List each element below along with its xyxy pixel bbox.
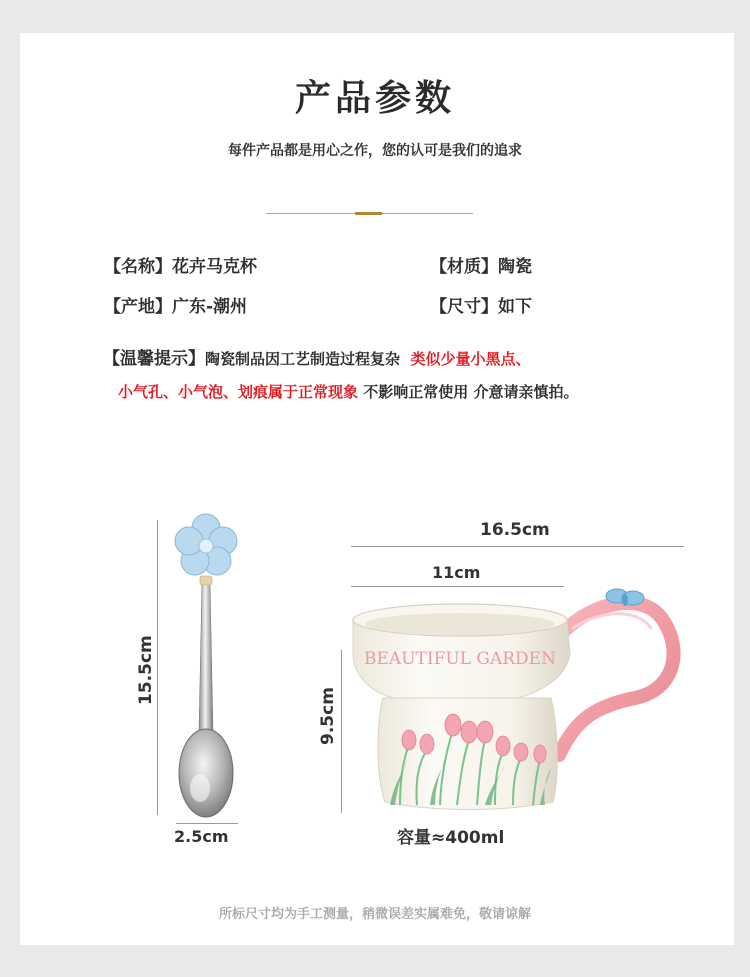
notice-line-2 (118, 381, 578, 402)
capacity-label: 容量≈400ml (397, 828, 505, 848)
spoon-width-label: 2.5cm (174, 827, 229, 846)
notice-line-1 (103, 344, 530, 369)
blue-flower-icon (175, 514, 237, 575)
mug-height-line (341, 650, 342, 813)
spoon-width-line (176, 823, 238, 824)
mug-total-width-label: 16.5cm (480, 520, 550, 540)
divider-accent (355, 212, 382, 215)
spec-size: 【尺寸】如下 (430, 297, 532, 317)
mug-image (345, 580, 690, 815)
mug-height-label: 9.5cm (318, 687, 338, 745)
spoon-length-line (157, 520, 158, 815)
spec-name: 【名称】花卉马克杯 (104, 257, 257, 277)
notice-red-2: 小气孔、小气泡、划痕属于正常现象 (118, 383, 359, 401)
page-subtitle: 每件产品都是用心之作，您的认可是我们的追求 (228, 143, 522, 159)
spec-material: 【材质】陶瓷 (430, 257, 532, 277)
notice-text-1: 陶瓷制品因工艺制造过程复杂 (205, 350, 401, 368)
spec-origin: 【产地】广东-潮州 (104, 297, 248, 317)
mug-total-width-line (351, 546, 684, 547)
notice-label: 【温馨提示】 (103, 349, 205, 369)
footer-note: 所标尺寸均为手工测量，稍微误差实属难免，敬请谅解 (218, 907, 531, 922)
mug-diameter-label: 11cm (432, 563, 481, 582)
notice-text-2: 不影响正常使用 介意请亲慎拍。 (363, 383, 579, 401)
spoon-image (165, 508, 255, 828)
notice-red-1: 类似少量小黑点、 (410, 350, 531, 368)
mug-print-text: BEAUTIFUL GARDEN (364, 649, 556, 669)
spoon-length-label: 15.5cm (136, 635, 156, 705)
page-title: 产品参数 (294, 78, 455, 119)
